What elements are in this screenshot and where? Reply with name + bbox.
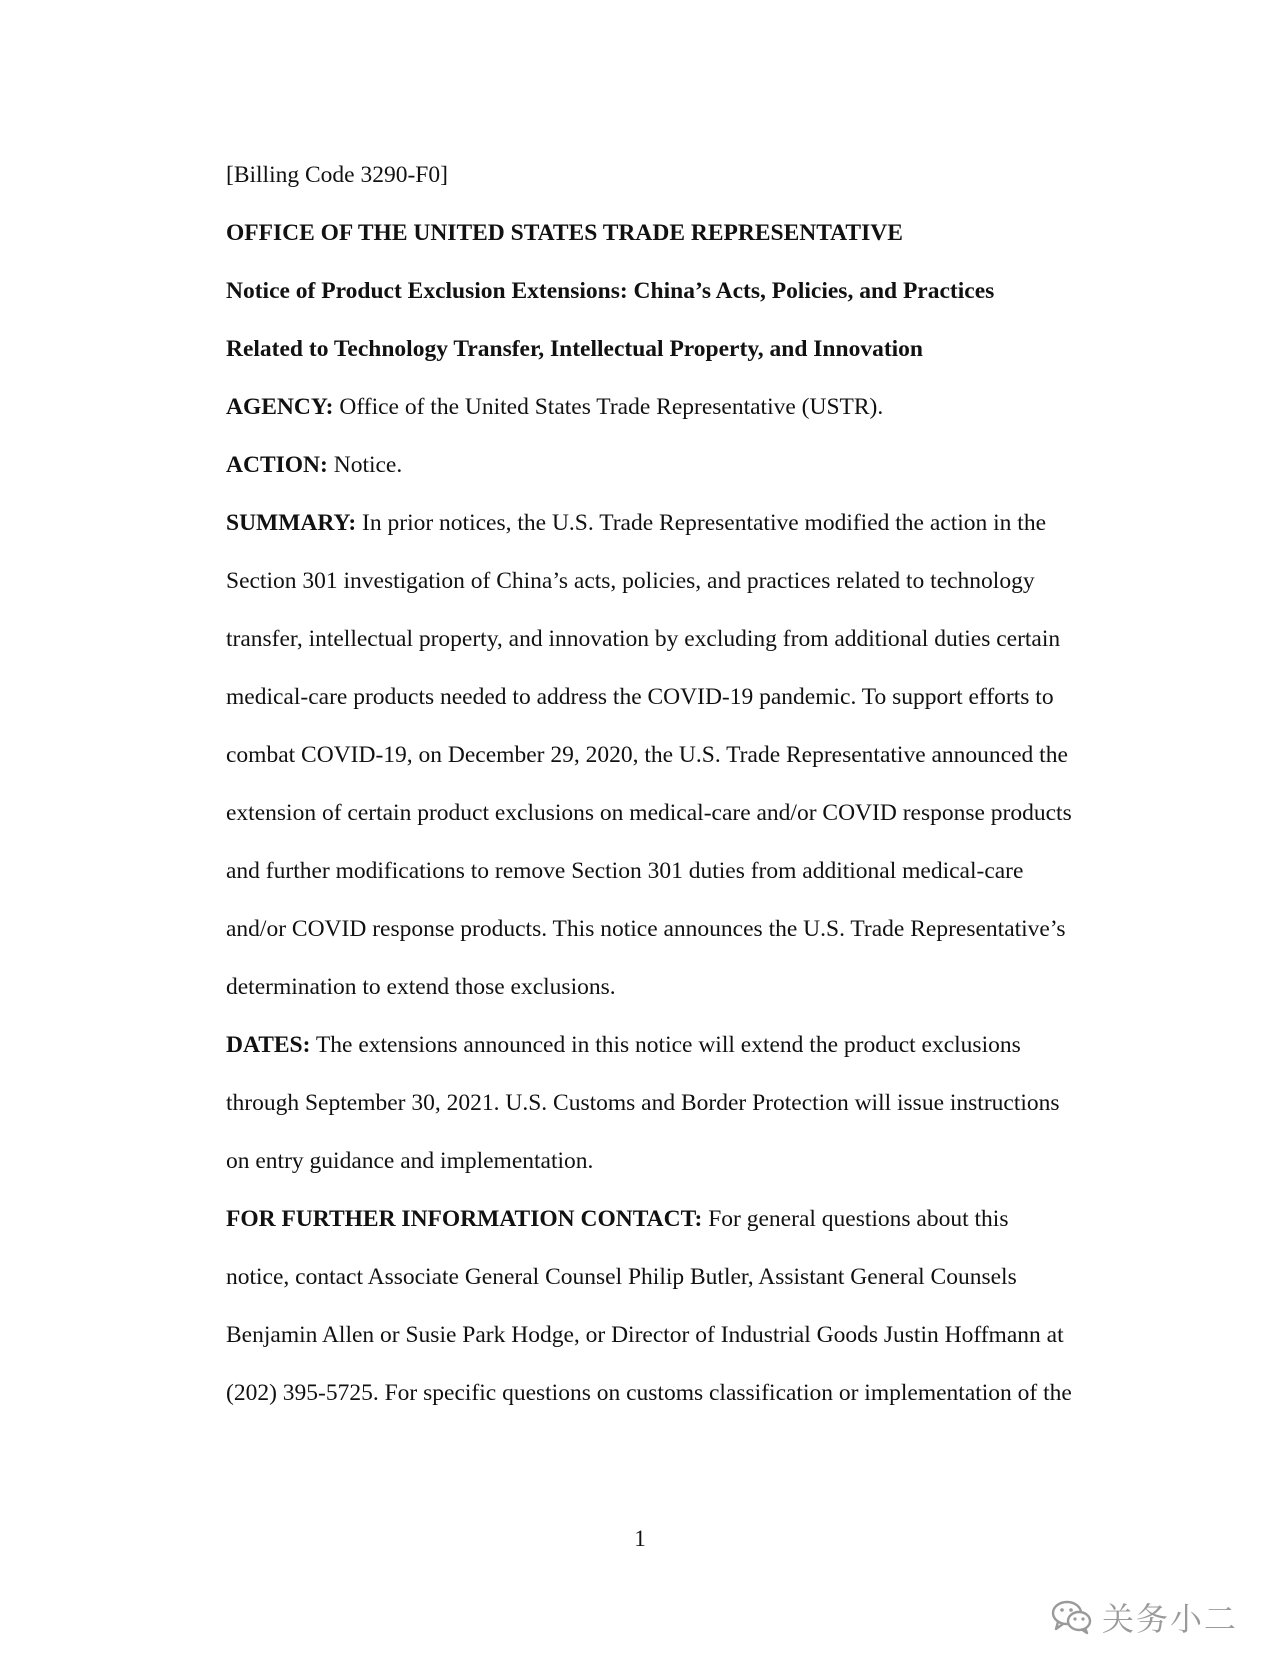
- action-text: Notice.: [327, 452, 403, 478]
- summary-line: and further modifications to remove Section 301 duties from additional medical-care: [226, 858, 1024, 884]
- wechat-icon: [1050, 1598, 1094, 1636]
- contact-first-line: For general questions about this: [702, 1206, 1009, 1232]
- agency-text: Office of the United States Trade Representative (USTR).: [333, 394, 884, 420]
- dates-line: through September 30, 2021. U.S. Customs and Border Protection will issue instructions: [226, 1090, 1060, 1116]
- summary-line: combat COVID-19, on December 29, 2020, the U.S. Trade Representative announced the: [226, 742, 1068, 768]
- summary-line: transfer, intellectual property, and innovation by excluding from additional duties certain: [226, 626, 1061, 652]
- notice-title-line-1: Notice of Product Exclusion Extensions: China’s Acts, Policies, and Practices: [226, 278, 995, 304]
- contact-line: (202) 395-5725. For specific questions on customs classification or implementation of the: [226, 1380, 1072, 1406]
- watermark: [1050, 1594, 1238, 1640]
- contact-line: notice, contact Associate General Counsel Philip Butler, Assistant General Counsels: [226, 1264, 1017, 1290]
- watermark-text: 关务小二: [1101, 1600, 1238, 1638]
- contact-label: FOR FURTHER INFORMATION CONTACT:: [226, 1206, 703, 1232]
- dates-label: DATES:: [226, 1032, 311, 1058]
- agency-label: AGENCY:: [226, 394, 334, 420]
- summary-label: SUMMARY:: [226, 510, 357, 536]
- agency-section: [226, 378, 1146, 436]
- summary-line: and/or COVID response products. This notice announces the U.S. Trade Representative’s: [226, 916, 1066, 942]
- document-body: [226, 146, 1146, 1422]
- page-number: 1: [634, 1526, 646, 1551]
- summary-line: medical-care products needed to address the COVID-19 pandemic. To support efforts to: [226, 684, 1054, 710]
- summary-line: determination to extend those exclusions.: [226, 974, 616, 1000]
- notice-title-line-2: Related to Technology Transfer, Intellectual Property, and Innovation: [226, 336, 923, 362]
- dates-line: on entry guidance and implementation.: [226, 1148, 594, 1174]
- billing-code: [Billing Code 3290-F0]: [226, 162, 448, 188]
- action-label: ACTION:: [226, 452, 328, 478]
- summary-first-line: In prior notices, the U.S. Trade Representative modified the action in the: [356, 510, 1047, 536]
- agency-heading: OFFICE OF THE UNITED STATES TRADE REPRESENTATIVE: [226, 220, 903, 246]
- dates-section: [226, 1016, 1146, 1074]
- dates-first-line: The extensions announced in this notice will extend the product exclusions: [310, 1032, 1021, 1058]
- summary-line: extension of certain product exclusions on medical-care and/or COVID response products: [226, 800, 1072, 826]
- summary-section: [226, 494, 1146, 552]
- contact-section: [226, 1190, 1146, 1248]
- summary-line: Section 301 investigation of China’s acts, policies, and practices related to technology: [226, 568, 1035, 594]
- contact-line: Benjamin Allen or Susie Park Hodge, or Director of Industrial Goods Justin Hoffmann at: [226, 1322, 1064, 1348]
- action-section: [226, 436, 1146, 494]
